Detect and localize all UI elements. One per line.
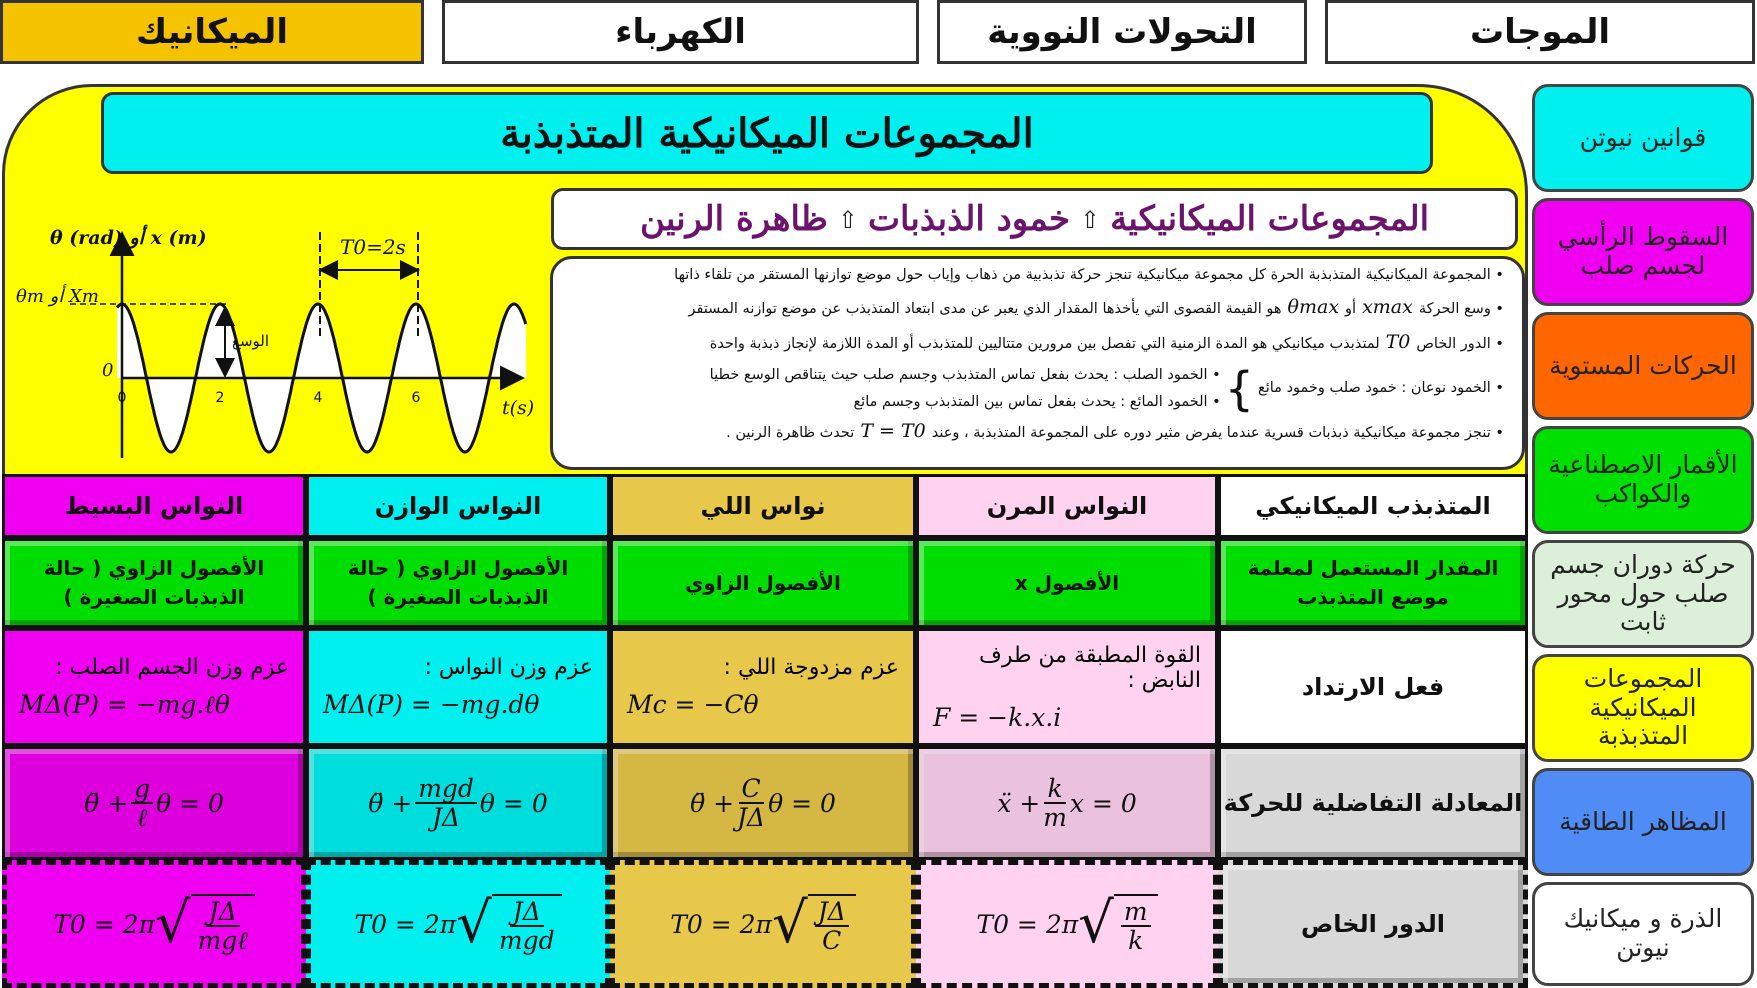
table-row-period-3 xyxy=(306,860,610,988)
denominator: JΔ xyxy=(737,803,766,832)
definition-damping: • الخمود نوعان : خمود صلب وخمود مائع } • الخمود الصلب : يحدث بفعل تماس المتذبذب وجسم صلب حيث يتناقص الوسع خطيا • الخمود المائع : يحدث بفعل تماس بين المتذبذب وجسم مائع xyxy=(709,361,1504,416)
restoring-text: عزم وزن الجسم الصلب : xyxy=(55,654,289,680)
equation-rest: x = 0 xyxy=(1069,788,1137,818)
period-prefix: T0 = 2π xyxy=(354,909,457,939)
position-quantity: الأفصول x xyxy=(1014,570,1120,595)
table-header-1 xyxy=(916,474,1218,538)
subtitle-banner xyxy=(551,188,1518,250)
table-row-equation-3 xyxy=(306,746,610,860)
table-row-equation-label xyxy=(1218,746,1528,860)
definition-period: • الدور الخاصT0لمتذبذب ميكانيكي هو المدة الزمنية التي تفصل بين مرورين متتاليين للمتذبذب أو المدة اللازمة لإنجاز ذبذبة واحدة xyxy=(709,331,1504,354)
sidebar-item-atom[interactable]: الذرة و ميكانيك نيوتن xyxy=(1532,882,1754,986)
table-row-position-3 xyxy=(306,538,610,628)
fraction xyxy=(198,898,248,955)
y-axis-label: θ (rad) أو x (m) xyxy=(50,227,207,249)
up-arrow-icon: ⇧ xyxy=(1080,204,1101,234)
table-row-period-1 xyxy=(916,860,1218,988)
table-header-2 xyxy=(610,474,916,538)
position-quantity: الأفصول الزاوي xyxy=(685,570,841,595)
numerator: JΔ xyxy=(206,898,240,928)
equation-var: θ̈ + xyxy=(368,788,413,818)
table-row-period-4 xyxy=(2,860,306,988)
restoring-text: عزم وزن النواس : xyxy=(424,655,593,680)
table-header-0 xyxy=(1218,474,1528,538)
fraction xyxy=(737,775,765,832)
definition-resonance: • تنجز مجموعة ميكانيكية ذبذبات قسرية عندما يفرض مثير دوره على المجموعة المتذبذبة ، وعندT = T0تحدث ظاهرة الرنين . xyxy=(726,419,1504,442)
equation-label: المعادلة التفاضلية للحركة xyxy=(1223,789,1523,817)
table-row-equation-2 xyxy=(610,746,916,860)
table-row-period-2 xyxy=(610,860,916,988)
table-row-restoring-2 xyxy=(610,628,916,746)
subtitle-part-1: المجموعات الميكانيكية xyxy=(1110,199,1430,239)
denominator: m xyxy=(1043,803,1067,832)
restoring-formula: F = −k.x.i xyxy=(933,702,1062,732)
table-row-period-label xyxy=(1218,860,1528,988)
numerator: JΔ xyxy=(815,898,849,928)
radical-sign: √ xyxy=(154,891,191,956)
table-row-restoring-3 xyxy=(306,628,610,746)
sidebar-item-plane-motion[interactable]: الحركات المستوية xyxy=(1532,312,1754,420)
tick-2: 2 xyxy=(215,390,225,406)
sqrt-icon xyxy=(456,891,561,956)
radicand xyxy=(1114,894,1158,955)
period-label: الدور الخاص xyxy=(1300,910,1446,938)
table-row-position-2 xyxy=(610,538,916,628)
tick-0: 0 xyxy=(117,390,127,406)
sidebar-item-satellites[interactable]: الأقمار الاصطناعية والكواكب xyxy=(1532,426,1754,534)
definitions-box xyxy=(550,256,1525,470)
equation-rest: θ = 0 xyxy=(479,788,548,818)
position-quantity: المقدار المستعمل لمعلمة موضع المتذبذب xyxy=(1247,556,1499,609)
equation-var: θ̈ + xyxy=(690,788,735,818)
period-prefix: T0 = 2π xyxy=(53,909,155,939)
equation-var: θ̈ + xyxy=(84,788,129,818)
radicand xyxy=(191,894,255,955)
period-prefix: T0 = 2π xyxy=(976,909,1079,939)
origin-label: 0 xyxy=(102,360,114,381)
table-row-restoring-4 xyxy=(2,628,306,746)
denominator: k xyxy=(1128,926,1144,955)
up-arrow-icon: ⇧ xyxy=(837,204,858,234)
period-prefix: T0 = 2π xyxy=(670,909,772,939)
oscillators-table xyxy=(0,474,1530,988)
sqrt-icon xyxy=(154,891,255,956)
restoring-text: عزم مزدوجة اللي : xyxy=(723,655,899,680)
numerator: mgd xyxy=(415,775,477,805)
fraction xyxy=(815,898,849,955)
radical-sign: √ xyxy=(1078,891,1114,956)
tab-waves[interactable]: الموجات xyxy=(1325,0,1755,64)
header-label: المتذبذب الميكانيكي xyxy=(1255,492,1491,520)
period-label: T0=2s xyxy=(340,235,406,259)
radicand xyxy=(808,894,856,955)
fraction xyxy=(499,898,555,955)
amplitude-text: الوسع xyxy=(232,332,270,350)
table-header-3 xyxy=(306,474,610,538)
fraction xyxy=(1121,898,1151,955)
denominator: JΔ xyxy=(432,803,461,832)
header-label: النواس البسيط xyxy=(64,492,244,520)
denominator: mgd xyxy=(498,926,555,955)
table-row-restoring-1 xyxy=(916,628,1218,746)
tick-6: 6 xyxy=(411,390,421,406)
x-axis-label: t(s) xyxy=(502,397,535,419)
definition-free-oscillator: • المجموعة الميكانيكية المتذبذبة الحرة كل مجموعة ميكانيكية تنجز حركة تذبذبية من ذهاب وإياب حول موضع توازنها المستقر من تلقاء ذاتها xyxy=(674,267,1504,283)
position-quantity: الأفصول الزاوي ( حالة الذبذبات الصغيرة ) xyxy=(43,556,265,609)
sqrt-icon xyxy=(772,891,856,956)
amplitude-label: θm أو Xm xyxy=(16,286,99,307)
equation-rest: θ = 0 xyxy=(156,788,224,818)
radicand xyxy=(492,894,562,955)
sidebar-item-rotation[interactable]: حركة دوران جسم صلب حول محور ثابت xyxy=(1532,540,1754,648)
numerator: g xyxy=(131,775,153,805)
sidebar-item-free-fall[interactable]: السقوط الرأسي لجسم صلب xyxy=(1532,198,1754,306)
table-row-equation-1 xyxy=(916,746,1218,860)
table-row-position-4 xyxy=(2,538,306,628)
page-title: المجموعات الميكانيكية المتذبذبة xyxy=(101,92,1433,174)
restoring-formula: MΔ(P) = −mg.ℓθ xyxy=(19,689,230,719)
header-label: النواس الوازن xyxy=(374,492,542,520)
sidebar-item-energy[interactable]: المظاهر الطاقية xyxy=(1532,768,1754,876)
position-quantity: الأفصول الزاوي ( حالة الذبذبات الصغيرة ) xyxy=(347,556,569,609)
equation-rest: θ = 0 xyxy=(768,788,836,818)
numerator: JΔ xyxy=(510,898,544,928)
equation-var: ẍ + xyxy=(997,788,1041,818)
restoring-formula: Mc = −Cθ xyxy=(627,690,759,719)
tab-nuclear[interactable]: التحولات النووية xyxy=(937,0,1307,64)
tab-mechanics[interactable]: الميكانيك xyxy=(0,0,424,64)
sqrt-icon xyxy=(1078,891,1157,956)
numerator: k xyxy=(1044,775,1065,805)
tab-electricity[interactable]: الكهرباء xyxy=(442,0,919,64)
restoring-text: القوة المطبقة من طرف النابض : xyxy=(979,642,1201,693)
definition-amplitude: • وسع الحركةxmaxأوθmaxهو القيمة القصوى التي يأخذها المقدار الذي يعبر عن مدى ابتعاد المتذبذب عن موضع توازنه المستقر xyxy=(688,296,1504,319)
radical-sign: √ xyxy=(772,891,808,956)
restoring-label: فعل الارتداد xyxy=(1301,673,1445,701)
denominator: mgℓ xyxy=(197,926,248,955)
table-row-restoring-label xyxy=(1218,628,1528,746)
tick-4: 4 xyxy=(313,390,323,406)
subtitle-part-2: خمود الذبذبات xyxy=(867,199,1070,239)
restoring-formula: MΔ(P) = −mg.dθ xyxy=(323,690,540,719)
table-row-position-1 xyxy=(916,538,1218,628)
oscillation-graph xyxy=(10,218,535,468)
radical-sign: √ xyxy=(456,891,492,956)
table-row-position-0 xyxy=(1218,538,1528,628)
table-row-equation-4 xyxy=(2,746,306,860)
sidebar-item-newton-laws[interactable]: قوانين نيوتن xyxy=(1532,84,1754,192)
numerator: C xyxy=(739,775,764,805)
header-label: النواس المرن xyxy=(986,492,1148,520)
header-label: نواس اللي xyxy=(700,492,826,520)
fraction xyxy=(131,775,153,832)
denominator: ℓ xyxy=(136,803,148,832)
sidebar-item-oscillators[interactable]: المجموعات الميكانيكية المتذبذبة xyxy=(1532,654,1754,762)
denominator: C xyxy=(822,926,842,955)
subtitle-part-3: ظاهرة الرنين xyxy=(639,199,828,239)
fraction xyxy=(415,775,477,832)
fraction xyxy=(1043,775,1067,832)
numerator: m xyxy=(1121,898,1151,928)
table-header-4 xyxy=(2,474,306,538)
